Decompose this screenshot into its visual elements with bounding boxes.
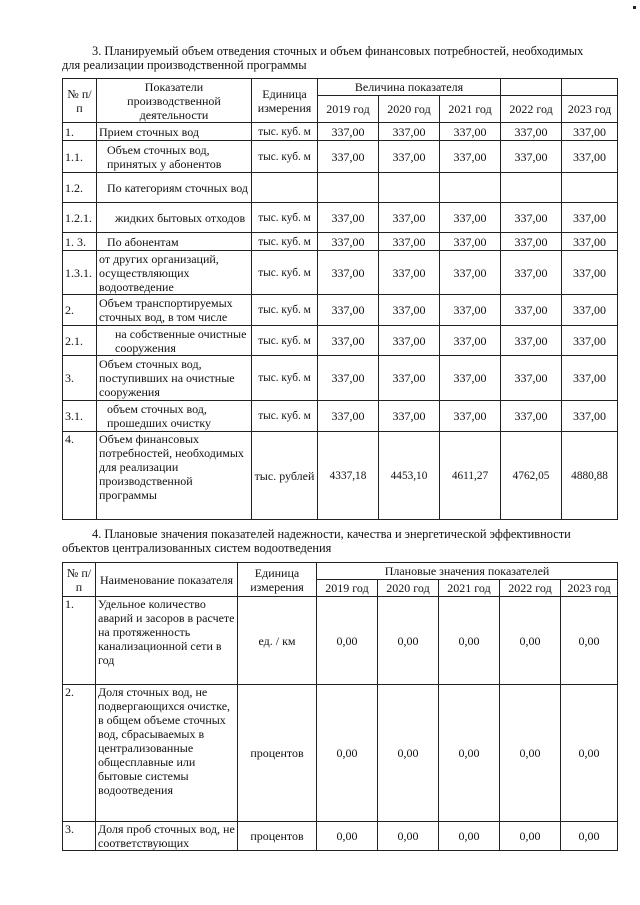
value-cell: 337,00 — [440, 233, 501, 251]
value-cell: 0,00 — [561, 822, 618, 851]
table-row — [63, 233, 618, 251]
col-header-indicator: Показатели производственной деятельности — [97, 79, 252, 123]
col-header-name: Наименование показателя — [96, 563, 238, 597]
value-cell: 4337,18 — [318, 432, 379, 520]
value-cell: 337,00 — [440, 326, 501, 356]
value-cell: 337,00 — [440, 203, 501, 233]
value-cell: 337,00 — [379, 326, 440, 356]
row-name: Объем сточных вод, принятых у абонентов — [97, 141, 252, 173]
row-unit: тыс. куб. м — [252, 326, 318, 356]
value-cell: 337,00 — [379, 356, 440, 401]
value-cell: 0,00 — [500, 822, 561, 851]
value-cell: 337,00 — [379, 401, 440, 432]
row-num: 2. — [63, 295, 97, 326]
row-unit: тыс. куб. м — [252, 233, 318, 251]
col-header-unit: Единица измерения — [238, 563, 317, 597]
row-num: 3.1. — [63, 401, 97, 432]
row-num: 1. — [63, 597, 96, 685]
table-row — [63, 685, 618, 822]
row-num: 1.2. — [63, 173, 97, 203]
table-row — [63, 597, 618, 685]
value-cell: 337,00 — [318, 233, 379, 251]
col-header-num: № п/п — [63, 79, 97, 123]
value-cell: 337,00 — [501, 326, 562, 356]
row-name: Доля сточных вод, не подвергающихся очистке, в общем объеме сточных вод, сбрасываемых в централизованные общесплавные или бытовые системы водоотведения — [96, 685, 238, 822]
value-cell: 337,00 — [440, 123, 501, 141]
value-cell: 337,00 — [562, 356, 618, 401]
section-3-title-line1: 3. Планируемый объем отведения сточных и объем финансовых потребностей, необходимых — [92, 44, 584, 58]
value-cell: 4880,88 — [562, 432, 618, 520]
value-cell: 337,00 — [501, 141, 562, 173]
value-cell: 337,00 — [318, 203, 379, 233]
row-name: Доля проб сточных вод, не соответствующих — [96, 822, 238, 851]
col-header-value-group: Плановые значения показателей — [317, 563, 618, 580]
value-cell: 337,00 — [562, 141, 618, 173]
row-num: 2. — [63, 685, 96, 822]
row-unit: тыс. куб. м — [252, 295, 318, 326]
value-cell: 337,00 — [379, 233, 440, 251]
value-cell: 0,00 — [561, 597, 618, 685]
value-cell: 337,00 — [501, 123, 562, 141]
value-cell: 337,00 — [440, 141, 501, 173]
reliability-indicators-table — [62, 562, 618, 851]
row-unit: тыс. куб. м — [252, 203, 318, 233]
production-volume-table — [62, 78, 618, 520]
value-cell: 337,00 — [501, 203, 562, 233]
value-cell: 0,00 — [378, 597, 439, 685]
value-cell: 337,00 — [379, 123, 440, 141]
col-header-year: 2021 год — [439, 580, 500, 597]
table-row — [63, 203, 618, 233]
row-unit: процентов — [238, 685, 317, 822]
col-header-unit: Единица измерения — [252, 79, 318, 123]
row-unit: тыс. куб. м — [252, 251, 318, 295]
value-cell: 337,00 — [501, 356, 562, 401]
value-cell — [440, 173, 501, 203]
value-cell: 0,00 — [561, 685, 618, 822]
row-unit: ед. / км — [238, 597, 317, 685]
col-header-year: 2019 год — [318, 96, 379, 123]
col-header-blank — [562, 79, 618, 96]
corner-mark — [633, 6, 636, 9]
value-cell: 337,00 — [379, 251, 440, 295]
row-name: на собственные очистные сооружения — [97, 326, 252, 356]
section-3-heading — [62, 44, 617, 72]
value-cell: 337,00 — [318, 141, 379, 173]
section-4-title-line2: объектов централизованных систем водоотведения — [62, 541, 332, 555]
value-cell: 4611,27 — [440, 432, 501, 520]
value-cell: 337,00 — [562, 295, 618, 326]
row-num: 4. — [63, 432, 97, 520]
value-cell: 337,00 — [501, 295, 562, 326]
row-unit: тыс. куб. м — [252, 356, 318, 401]
section-3-title-line2: для реализации производственной программы — [62, 58, 307, 72]
table-row — [63, 432, 618, 520]
row-name: Объем финансовых потребностей, необходимых для реализации производственной программы — [97, 432, 252, 520]
value-cell: 4453,10 — [379, 432, 440, 520]
value-cell: 0,00 — [439, 685, 500, 822]
row-unit: тыс. куб. м — [252, 141, 318, 173]
value-cell: 337,00 — [501, 233, 562, 251]
value-cell: 4762,05 — [501, 432, 562, 520]
value-cell: 0,00 — [317, 685, 378, 822]
table-row — [63, 295, 618, 326]
value-cell — [562, 173, 618, 203]
col-header-num: № п/п — [63, 563, 96, 597]
value-cell: 337,00 — [318, 251, 379, 295]
value-cell: 0,00 — [439, 822, 500, 851]
col-header-value-group: Величина показателя — [318, 79, 501, 96]
row-num: 1. — [63, 123, 97, 141]
row-name: жидких бытовых отходов — [97, 203, 252, 233]
row-unit: тыс. куб. м — [252, 401, 318, 432]
table-row — [63, 401, 618, 432]
row-num: 3. — [63, 822, 96, 851]
value-cell: 0,00 — [317, 597, 378, 685]
row-num: 1.2.1. — [63, 203, 97, 233]
table-row — [63, 326, 618, 356]
row-num: 1.3.1. — [63, 251, 97, 295]
col-header-year: 2019 год — [317, 580, 378, 597]
table-row — [63, 356, 618, 401]
col-header-year: 2023 год — [561, 580, 618, 597]
value-cell: 0,00 — [317, 822, 378, 851]
section-4-heading — [62, 527, 617, 555]
value-cell: 337,00 — [440, 295, 501, 326]
table-row — [63, 123, 618, 141]
value-cell: 337,00 — [562, 203, 618, 233]
value-cell: 337,00 — [562, 123, 618, 141]
value-cell: 337,00 — [379, 295, 440, 326]
col-header-year: 2022 год — [500, 580, 561, 597]
row-unit: процентов — [238, 822, 317, 851]
table-row — [63, 173, 618, 203]
col-header-blank — [501, 79, 562, 96]
value-cell: 0,00 — [378, 822, 439, 851]
value-cell: 337,00 — [562, 401, 618, 432]
row-name: Объем сточных вод, поступивших на очистные сооружения — [97, 356, 252, 401]
value-cell: 337,00 — [440, 251, 501, 295]
col-header-year: 2023 год — [562, 96, 618, 123]
table-row — [63, 251, 618, 295]
col-header-year: 2020 год — [379, 96, 440, 123]
row-num: 1. 3. — [63, 233, 97, 251]
value-cell: 337,00 — [562, 233, 618, 251]
col-header-year: 2021 год — [440, 96, 501, 123]
row-name: от других организаций, осуществляющих водоотведение — [97, 251, 252, 295]
value-cell: 337,00 — [318, 326, 379, 356]
row-name: Объем транспортируемых сточных вод, в том числе — [97, 295, 252, 326]
row-num: 3. — [63, 356, 97, 401]
row-unit — [252, 173, 318, 203]
col-header-year: 2022 год — [501, 96, 562, 123]
value-cell: 337,00 — [440, 401, 501, 432]
value-cell — [318, 173, 379, 203]
value-cell: 0,00 — [500, 685, 561, 822]
value-cell: 337,00 — [318, 295, 379, 326]
value-cell: 337,00 — [501, 401, 562, 432]
value-cell: 0,00 — [439, 597, 500, 685]
value-cell: 0,00 — [378, 685, 439, 822]
row-name: Прием сточных вод — [97, 123, 252, 141]
row-unit: тыс. куб. м — [252, 123, 318, 141]
row-name: объем сточных вод, прошедших очистку — [97, 401, 252, 432]
value-cell: 337,00 — [501, 251, 562, 295]
value-cell: 337,00 — [318, 401, 379, 432]
value-cell: 337,00 — [562, 251, 618, 295]
value-cell: 337,00 — [318, 123, 379, 141]
row-num: 1.1. — [63, 141, 97, 173]
section-4-title-line1: 4. Плановые значения показателей надежности, качества и энергетической эффективности — [92, 527, 571, 541]
row-num: 2.1. — [63, 326, 97, 356]
value-cell: 337,00 — [440, 356, 501, 401]
row-name: По абонентам — [97, 233, 252, 251]
row-unit: тыс. рублей — [252, 432, 318, 520]
col-header-year: 2020 год — [378, 580, 439, 597]
table-row — [63, 141, 618, 173]
row-name: Удельное количество аварий и засоров в расчете на протяженность канализационной сети в год — [96, 597, 238, 685]
value-cell: 337,00 — [379, 141, 440, 173]
value-cell: 337,00 — [562, 326, 618, 356]
value-cell: 337,00 — [318, 356, 379, 401]
value-cell: 0,00 — [500, 597, 561, 685]
table-row — [63, 822, 618, 851]
value-cell — [379, 173, 440, 203]
value-cell: 337,00 — [379, 203, 440, 233]
row-name: По категориям сточных вод — [97, 173, 252, 203]
value-cell — [501, 173, 562, 203]
